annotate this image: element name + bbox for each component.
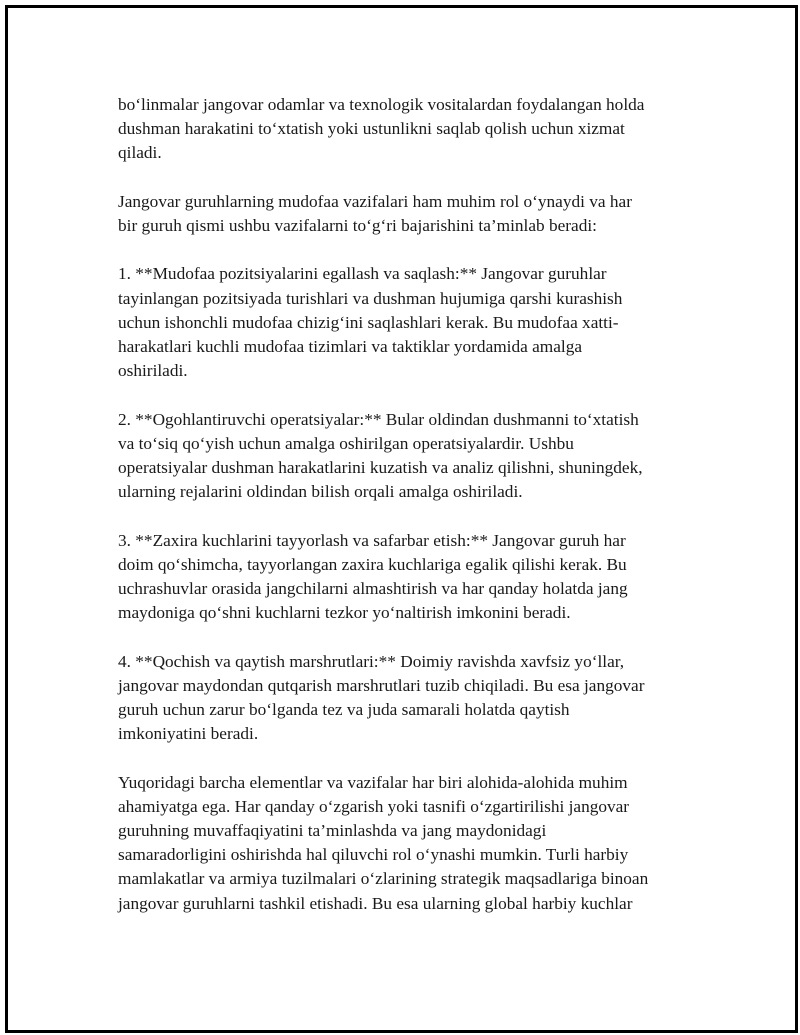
document-body: [118, 93, 688, 940]
paragraph-conclusion: Yuqoridagi barcha elementlar va vazifalar har biri alohida-alohida muhim ahamiyatga ega. Har qanday o‘zgarish yoki tasnifi o‘zgartirilishi jangovar guruhning muvaffaqiyatini ta’minlashda va jang maydonidagi samaradorligini oshirishda hal qiluvchi rol o‘ynashi mumkin. Turli harbiy mamlakatlar va armiya tuzilmalari o‘zlarining strategik maqsadlariga binoan jangovar guruhlarni tashkil etishadi. Bu esa ularning global harbiy kuchlar: [118, 772, 649, 913]
list-item-1: 1. **Mudofaa pozitsiyalarini egallash va saqlash:** Jangovar guruhlar tayinlangan pozitsiyada turishlari va dushman hujumiga qarshi kurashish uchun ishonchli mudofaa chizig‘ini saqlashlari kerak. Bu mudofaa xatti- harakatlari kuchli mudofaa tizimlari va taktiklar yordamida amalga oshiriladi.: [118, 264, 623, 381]
list-item-3: 3. **Zaxira kuchlarini tayyorlash va safarbar etish:** Jangovar guruh har doim qo‘shimcha, tayyorlangan zaxira kuchlariga egalik qilishi kerak. Bu uchrashuvlar orasida jangchilarni almashtirish va har qanday holatda jang maydoniga qo‘shni kuchlarni tezkor yo‘naltirish imkonini beradi.: [118, 530, 628, 623]
paragraph-intro-continuation: bo‘linmalar jangovar odamlar va texnologik vositalardan foydalangan holda dushman harakatini to‘xtatish yoki ustunlikni saqlab qolish uchun xizmat qiladi.: [118, 95, 645, 163]
list-item-4: 4. **Qochish va qaytish marshrutlari:** Doimiy ravishda xavfsiz yo‘llar, jangovar maydondan qutqarish marshrutlari tuzib chiqiladi. Bu esa jangovar guruh uchun zarur bo‘lganda tez va juda samarali holatda qaytish imkoniyatini beradi.: [118, 651, 645, 744]
paragraph-defense-tasks: Jangovar guruhlarning mudofaa vazifalari ham muhim rol o‘ynaydi va har bir guruh qismi ushbu vazifalarni to‘g‘ri bajarishini ta’minlab beradi:: [118, 191, 632, 235]
list-item-2: 2. **Ogohlantiruvchi operatsiyalar:** Bular oldindan dushmanni to‘xtatish va to‘siq qo‘yish uchun amalga oshirilgan operatsiyalardir. Ushbu operatsiyalar dushman harakatlarini kuzatish va analiz qilishni, shuningdek, ularning rejalarini oldindan bilish orqali amalga oshiriladi.: [118, 409, 643, 502]
